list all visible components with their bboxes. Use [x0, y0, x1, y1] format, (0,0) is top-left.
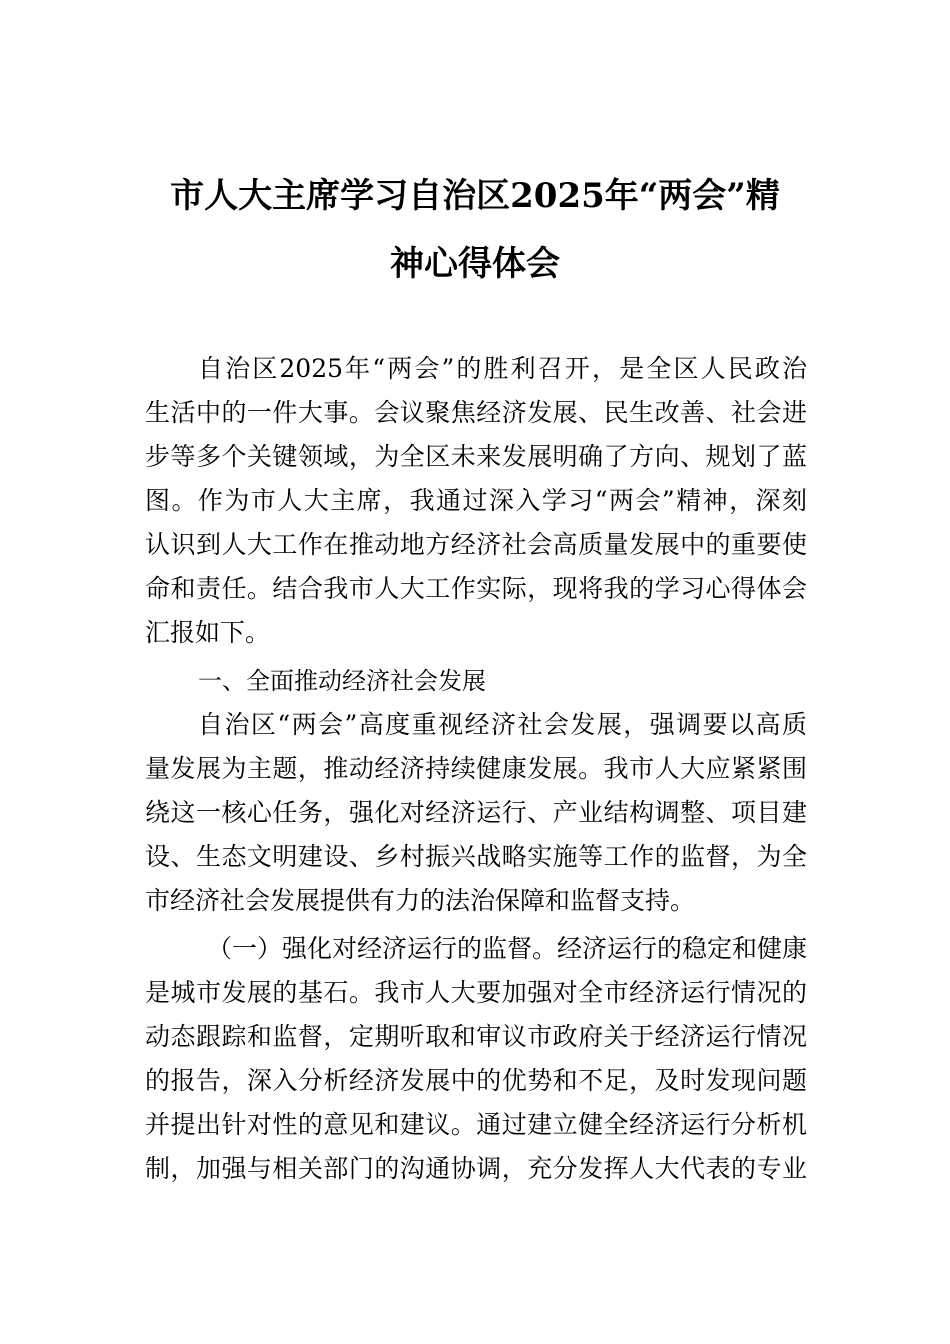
- section-heading: 一、全面推动经济社会发展: [198, 667, 486, 695]
- subsection-line: 是城市发展的基石。我市人大要加强对全市经济运行情况的: [145, 978, 807, 1007]
- intro-line: 自治区2025年“两会”的胜利召开，是全区人民政治: [198, 354, 807, 383]
- intro-line: 图。作为市人大主席，我通过深入学习“两会”精神，深刻: [145, 486, 807, 515]
- subsection-line: 制，加强与相关部门的沟通协调，充分发挥人大代表的专业: [145, 1154, 807, 1183]
- section-paragraph-line: 自治区“两会”高度重视经济社会发展，强调要以高质: [198, 710, 807, 739]
- document-title-line-2: 神心得体会: [390, 244, 560, 284]
- subsection-line: 并提出针对性的意见和建议。通过建立健全经济运行分析机: [145, 1110, 807, 1139]
- subsection-line: （一）强化对经济运行的监督。经济运行的稳定和健康: [207, 934, 808, 963]
- document-title-line-1: 市人大主席学习自治区2025年“两会”精: [170, 176, 780, 216]
- intro-line: 认识到人大工作在推动地方经济社会高质量发展中的重要使: [145, 530, 807, 559]
- intro-line: 汇报如下。: [145, 618, 271, 647]
- section-paragraph-line: 绕这一核心任务，强化对经济运行、产业结构调整、项目建: [145, 798, 807, 827]
- section-paragraph-line: 市经济社会发展提供有力的法治保障和监督支持。: [145, 886, 696, 915]
- section-paragraph-line: 设、生态文明建设、乡村振兴战略实施等工作的监督，为全: [145, 842, 807, 871]
- intro-line: 步等多个关键领域，为全区未来发展明确了方向、规划了蓝: [145, 442, 807, 471]
- intro-line: 命和责任。结合我市人大工作实际，现将我的学习心得体会: [145, 574, 807, 603]
- intro-line: 生活中的一件大事。会议聚焦经济发展、民生改善、社会进: [145, 398, 807, 427]
- section-paragraph-line: 量发展为主题，推动经济持续健康发展。我市人大应紧紧围: [145, 754, 807, 783]
- subsection-line: 的报告，深入分析经济发展中的优势和不足，及时发现问题: [145, 1066, 807, 1095]
- subsection-line: 动态跟踪和监督，定期听取和审议市政府关于经济运行情况: [145, 1022, 807, 1051]
